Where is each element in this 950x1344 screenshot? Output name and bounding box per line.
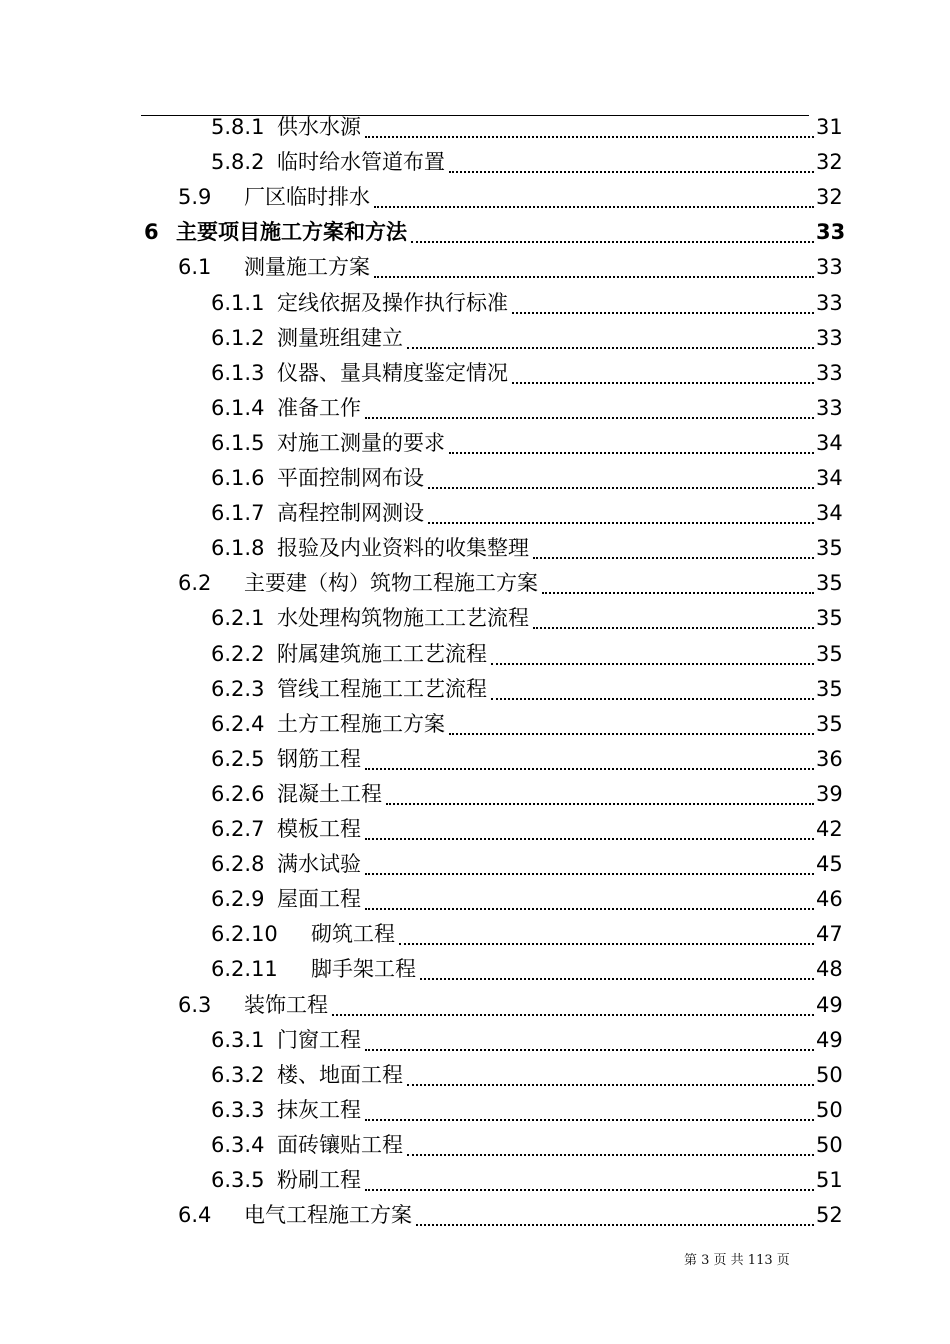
toc-entry[interactable] (0, 215, 950, 250)
toc-entry-title: 定线依据及操作执行标准 (277, 290, 508, 315)
toc-entry-leader (449, 707, 814, 735)
toc-entry-page: 45 (816, 852, 843, 877)
toc-entry-page: 51 (816, 1168, 843, 1192)
toc-entry-title: 水处理构筑物施工工艺流程 (277, 606, 529, 631)
toc-entry-leader (386, 777, 814, 805)
toc-entry-number: 6.3.3 (211, 1097, 265, 1122)
toc-entry-number: 6.2.1 (211, 606, 265, 631)
toc-entry-title: 楼、地面工程 (277, 1062, 403, 1087)
toc-entry-page: 49 (816, 1027, 843, 1052)
toc-entry-leader (491, 637, 814, 665)
toc-entry-title: 混凝土工程 (277, 781, 382, 806)
toc-entry-page: 35 (816, 676, 843, 701)
toc-entry-leader (365, 882, 814, 910)
toc-entry-title: 仪器、量具精度鉴定情况 (277, 360, 508, 385)
toc-entry[interactable] (0, 496, 950, 531)
toc-entry-number: 6.2.9 (211, 887, 265, 912)
toc-entry-number: 6.2.10 (211, 922, 278, 947)
toc-entry-title: 报验及内业资料的收集整理 (277, 536, 529, 561)
toc-entry-number: 6.2 (178, 571, 212, 596)
toc-entry-page: 33 (816, 220, 846, 245)
toc-entry[interactable] (0, 952, 950, 987)
toc-entry-title: 测量班组建立 (277, 325, 403, 350)
toc-entry-number: 6.1.2 (211, 325, 265, 350)
toc-entry-page: 42 (816, 817, 843, 841)
toc-entry[interactable] (0, 391, 950, 426)
toc-entry-number: 6.2.6 (211, 781, 265, 806)
toc-entry-leader (365, 110, 814, 138)
toc-entry-leader (449, 145, 814, 173)
toc-entry-leader (332, 988, 814, 1016)
toc-entry[interactable] (0, 1058, 950, 1093)
toc-entry-title: 电气工程施工方案 (244, 1203, 412, 1228)
toc-entry-page: 33 (816, 290, 843, 315)
toc-entry-page: 31 (816, 115, 843, 139)
toc-entry[interactable] (0, 847, 950, 882)
toc-entry-number: 6.2.8 (211, 852, 265, 877)
toc-entry-number: 6.2.4 (211, 711, 265, 736)
toc-entry-title: 平面控制网布设 (277, 466, 424, 490)
toc-entry-title: 抹灰工程 (277, 1097, 361, 1122)
toc-entry[interactable] (0, 566, 950, 601)
toc-entry-page: 33 (816, 360, 843, 385)
toc-entry-leader (365, 1023, 814, 1051)
toc-entry-page: 36 (816, 746, 843, 771)
toc-entry-title: 砌筑工程 (311, 922, 395, 947)
toc-entry-page: 34 (816, 430, 843, 455)
toc-entry-leader (428, 461, 814, 489)
toc-entry-page: 49 (816, 992, 843, 1017)
toc-entry[interactable] (0, 461, 950, 496)
toc-entry-leader (365, 1163, 814, 1191)
toc-entry-leader (399, 917, 814, 945)
toc-entry-number: 5.8.1 (211, 115, 265, 139)
toc-entry-leader (365, 391, 814, 419)
toc-entry-page: 33 (816, 255, 843, 280)
toc-entry-number: 6.1 (178, 255, 212, 280)
toc-entry[interactable] (0, 286, 950, 321)
toc-entry-leader (512, 356, 814, 384)
toc-entry[interactable] (0, 145, 950, 180)
toc-entry[interactable] (0, 742, 950, 777)
toc-entry-page: 32 (816, 185, 843, 210)
toc-entry-title: 门窗工程 (277, 1027, 361, 1052)
toc-entry-page: 35 (816, 606, 843, 631)
toc-entry-title: 脚手架工程 (311, 957, 416, 982)
toc-entry-number: 6.1.1 (211, 290, 265, 315)
toc-entry-number: 6.3 (178, 992, 212, 1017)
toc-entry-number: 6.2.11 (211, 957, 278, 982)
toc-entry-title: 土方工程施工方案 (277, 711, 445, 736)
toc-entry[interactable] (0, 1198, 950, 1233)
toc-entry-leader (411, 215, 814, 243)
toc-entry-number: 6.2.5 (211, 746, 265, 771)
toc-entry-title: 供水水源 (277, 115, 361, 139)
toc-entry-leader (533, 601, 814, 629)
toc-entry-leader (407, 1128, 814, 1156)
toc-entry-page: 35 (816, 571, 843, 596)
toc-entry-title: 临时给水管道布置 (277, 150, 445, 175)
toc-entry-leader (542, 566, 814, 594)
toc-entry-page: 48 (816, 957, 843, 982)
toc-entry-title: 钢筋工程 (277, 746, 361, 771)
toc-entry-title: 高程控制网测设 (277, 501, 424, 526)
toc-entry[interactable] (0, 637, 950, 672)
toc-entry-page: 35 (816, 711, 843, 736)
toc-entry-title: 测量施工方案 (244, 255, 370, 280)
toc-entry-page: 33 (816, 325, 843, 350)
toc-entry-page: 50 (816, 1097, 843, 1122)
toc-entry-number: 5.9 (178, 185, 212, 210)
toc-entry-leader (420, 952, 814, 980)
toc-entry[interactable] (0, 250, 950, 285)
toc-entry[interactable] (0, 882, 950, 917)
toc-entry[interactable] (0, 356, 950, 391)
toc-entry-title: 装饰工程 (244, 992, 328, 1017)
toc-entry[interactable] (0, 812, 950, 847)
toc-entry-leader (512, 286, 814, 314)
toc-entry[interactable] (0, 672, 950, 707)
toc-entry-title: 满水试验 (277, 852, 361, 877)
toc-entry-number: 6.2.2 (211, 641, 265, 666)
toc-entry-number: 6.2.7 (211, 817, 265, 841)
toc-entry-leader (365, 847, 814, 875)
toc-entry-number: 6.3.4 (211, 1132, 265, 1157)
toc-entry[interactable] (0, 988, 950, 1023)
toc-entry-title: 主要项目施工方案和方法 (176, 220, 407, 245)
toc-entry-number: 6.3.1 (211, 1027, 265, 1052)
toc-entry-leader (365, 1093, 814, 1121)
toc-entry-leader (407, 1058, 814, 1086)
toc-entry[interactable] (0, 180, 950, 215)
toc-entry-page: 50 (816, 1132, 843, 1157)
toc-entry-number: 6.1.5 (211, 430, 265, 455)
toc-entry[interactable] (0, 531, 950, 566)
toc-entry-title: 屋面工程 (277, 887, 361, 912)
toc-entry[interactable] (0, 707, 950, 742)
toc-entry[interactable] (0, 1093, 950, 1128)
toc-entry[interactable] (0, 601, 950, 636)
toc-entry[interactable] (0, 917, 950, 952)
toc-entry-title: 对施工测量的要求 (277, 430, 445, 455)
toc-entry-leader (449, 426, 814, 454)
toc-entry-page: 34 (816, 501, 843, 526)
toc-entry-title: 主要建（构）筑物工程施工方案 (244, 571, 538, 596)
toc-entry-title: 附属建筑施工工艺流程 (277, 641, 487, 666)
page-footer: 第 3 页 共 113 页 (684, 1253, 790, 1268)
toc-entry-number: 6 (144, 220, 159, 245)
toc-entry[interactable] (0, 1163, 950, 1198)
toc-entry-number: 6.2.3 (211, 676, 265, 701)
toc-entry-page: 39 (816, 781, 843, 806)
toc-entry-page: 50 (816, 1062, 843, 1087)
toc-entry-leader (491, 672, 814, 700)
toc-entry-page: 33 (816, 395, 843, 420)
toc-entry-title: 厂区临时排水 (244, 185, 370, 210)
toc-entry-leader (365, 812, 814, 840)
toc-entry[interactable] (0, 426, 950, 461)
toc-entry-number: 6.3.2 (211, 1062, 265, 1087)
toc-entry-leader (374, 180, 814, 208)
toc-entry-leader (407, 321, 814, 349)
toc-entry-number: 6.1.8 (211, 536, 265, 561)
toc-entry-number: 6.1.6 (211, 466, 265, 490)
toc-entry-leader (365, 742, 814, 770)
toc-entry-leader (428, 496, 814, 524)
toc-entry[interactable] (0, 777, 950, 812)
toc-entry-title: 管线工程施工工艺流程 (277, 676, 487, 701)
toc-entry-number: 6.1.3 (211, 360, 265, 385)
toc-entry-page: 52 (816, 1203, 843, 1228)
toc-entry[interactable] (0, 110, 950, 145)
toc-entry[interactable] (0, 1023, 950, 1058)
toc-entry-number: 6.1.7 (211, 501, 265, 526)
toc-entry-number: 5.8.2 (211, 150, 265, 175)
toc-entry-title: 模板工程 (277, 817, 361, 841)
toc-entry-page: 35 (816, 641, 843, 666)
toc-entry-title: 粉刷工程 (277, 1168, 361, 1192)
toc-entry-page: 35 (816, 536, 843, 561)
toc-entry-leader (416, 1198, 814, 1226)
toc-entry[interactable] (0, 1128, 950, 1163)
toc-entry-page: 47 (816, 922, 843, 947)
toc-entry-leader (533, 531, 814, 559)
toc-entry[interactable] (0, 321, 950, 356)
toc-entry-number: 6.3.5 (211, 1168, 265, 1192)
toc-entry-number: 6.1.4 (211, 395, 265, 420)
toc-entry-title: 准备工作 (277, 395, 361, 420)
toc-entry-page: 34 (816, 466, 843, 490)
toc-entry-page: 46 (816, 887, 843, 912)
toc-entry-title: 面砖镶贴工程 (277, 1132, 403, 1157)
toc-entry-page: 32 (816, 150, 843, 175)
toc-entry-number: 6.4 (178, 1203, 212, 1228)
toc-entry-leader (374, 250, 814, 278)
